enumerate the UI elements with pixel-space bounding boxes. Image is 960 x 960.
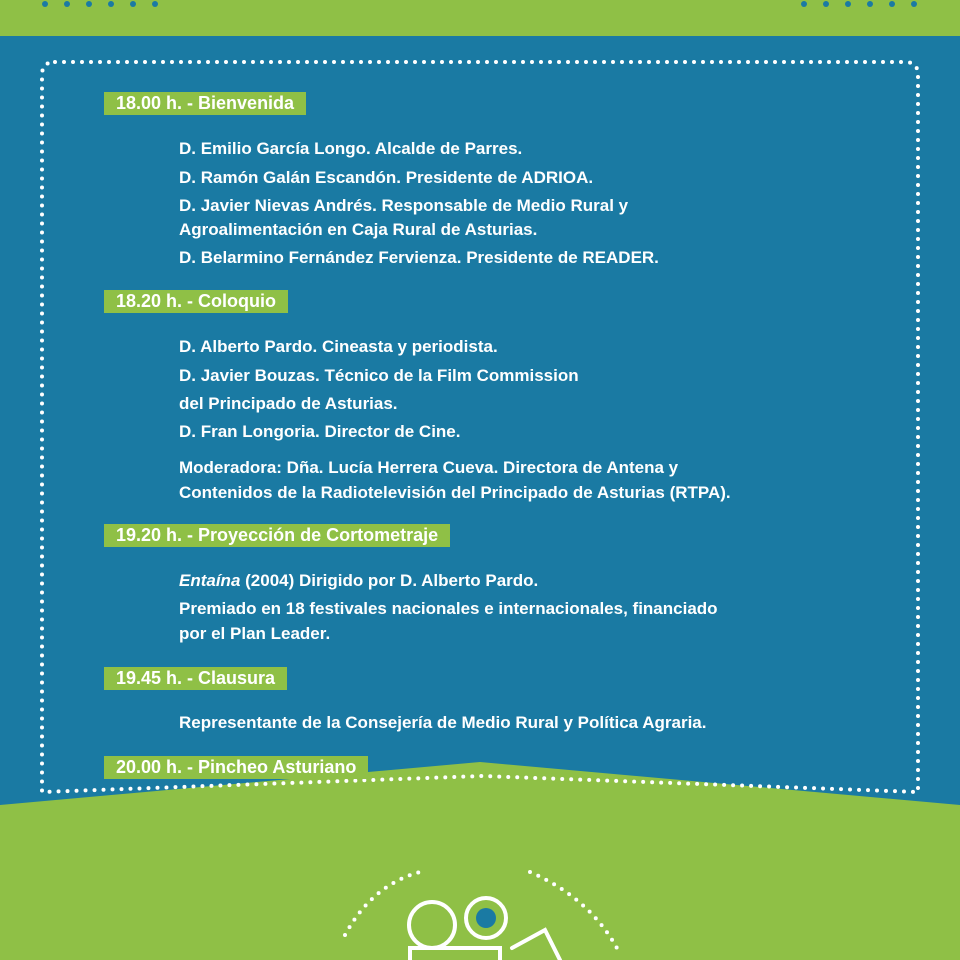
top-left-dots — [42, 1, 158, 7]
bienvenida-line: D. Emilio García Longo. Alcalde de Parres. — [179, 139, 523, 158]
time-tag-coloquio: 18.20 h. - Coloquio — [104, 290, 288, 313]
film-camera-icon — [345, 872, 618, 960]
time-tag-bienvenida: 18.00 h. - Bienvenida — [104, 92, 306, 115]
bienvenida-line: D. Javier Nievas Andrés. Responsable de Medio Rural y — [179, 196, 629, 215]
bienvenida-line: D. Belarmino Fernández Fervienza. Presidente de READER. — [179, 248, 659, 267]
time-tag-proyeccion: 19.20 h. - Proyección de Cortometraje — [104, 524, 450, 547]
film-title: Entaína — [179, 571, 241, 590]
proyeccion-line: Premiado en 18 festivales nacionales e internacionales, financiado — [179, 599, 718, 618]
coloquio-line: Moderadora: Dña. Lucía Herrera Cueva. Directora de Antena y — [179, 458, 679, 477]
time-tag-clausura: 19.45 h. - Clausura — [104, 667, 287, 690]
coloquio-line: D. Fran Longoria. Director de Cine. — [179, 422, 461, 441]
coloquio-line: D. Javier Bouzas. Técnico de la Film Commission — [179, 366, 579, 385]
clausura-line: Representante de la Consejería de Medio Rural y Política Agraria. — [179, 713, 707, 732]
bienvenida-line: Agroalimentación en Caja Rural de Asturias. — [179, 220, 538, 239]
bienvenida-line: D. Ramón Galán Escandón. Presidente de ADRIOA. — [179, 168, 594, 187]
coloquio-line: D. Alberto Pardo. Cineasta y periodista. — [179, 337, 498, 356]
coloquio-line: Contenidos de la Radiotelevisión del Principado de Asturias (RTPA). — [179, 483, 731, 502]
time-tag-pincheo: 20.00 h. - Pincheo Asturiano — [104, 756, 368, 779]
proyeccion-line: por el Plan Leader. — [179, 624, 331, 643]
film-credit-line — [179, 571, 538, 591]
coloquio-line: del Principado de Asturias. — [179, 394, 398, 413]
top-right-dots — [801, 1, 917, 7]
film-credit-rest: (2004) Dirigido por D. Alberto Pardo. — [240, 571, 539, 590]
